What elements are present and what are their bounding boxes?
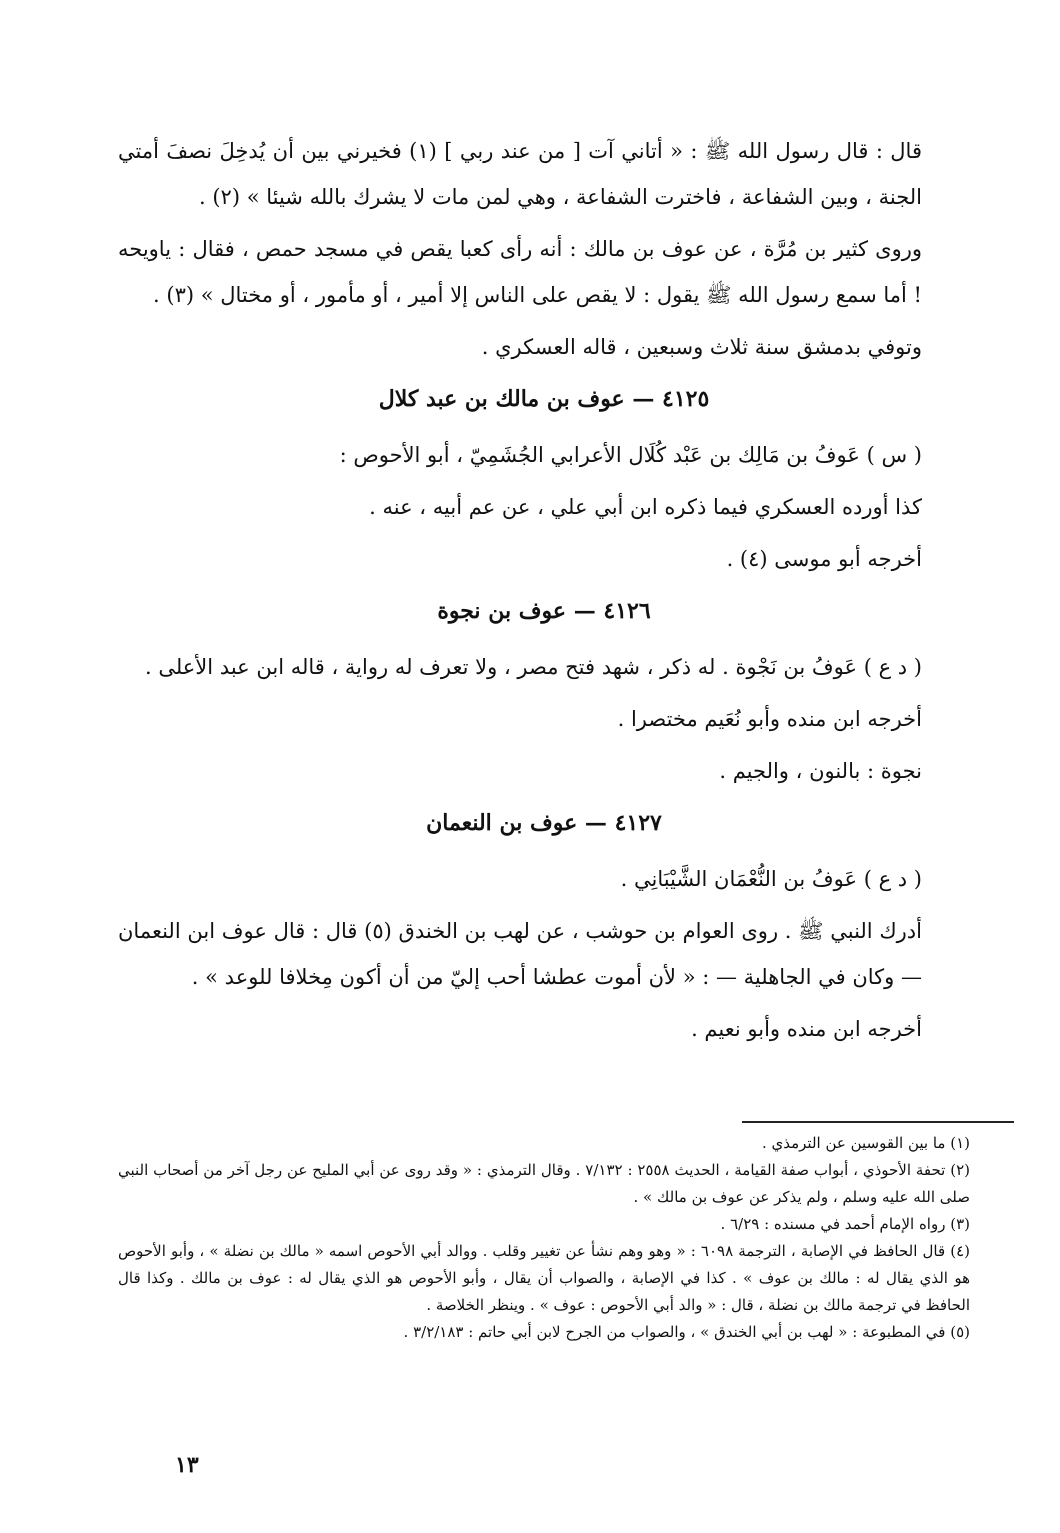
main-text	[118, 128, 970, 1058]
entry-line: نجوة : بالنون ، والجيم .	[719, 759, 922, 783]
entry-4126	[118, 588, 970, 794]
paragraph-death: وتوفي بدمشق سنة ثلاث وسبعين ، قاله العسكري .	[481, 335, 922, 359]
entry-line: أخرجه ابن منده وأبو نُعَيم مختصرا .	[617, 707, 922, 731]
footnote-1: (١) ما بين القوسين عن الترمذي .	[761, 1134, 970, 1152]
footnote-5: (٥) في المطبوعة : « لهب بن أبي الخندق » ، والصواب من الجرح لابن أبي حاتم : ٣/٢/١٨٣ .	[403, 1323, 970, 1341]
paragraph-hadith-shafaa: قال : قال رسول الله ﷺ : « أتاني آت [ من عند ربي ] (١) فخيرني بين أن يُدخِلَ نصفَ أمتي الجنة ، وبين الشفاعة ، فاخترت الشفاعة ، وهي لمن مات لا يشرك بالله شيئا » (٢) .	[118, 139, 922, 209]
entry-heading: ٤١٢٧ — عوف بن النعمان	[426, 810, 662, 836]
footnote-2: (٢) تحفة الأحوذي ، أبواب صفة القيامة ، الحديث ٢٥٥٨ : ٧/١٣٢ . وقال الترمذي : « وقد روى عن أبي المليح عن رجل آخر من أصحاب النبي صلى الله عليه وسلم ، ولم يذكر عن عوف بن مالك » .	[118, 1161, 970, 1206]
footnote-3: (٣) رواه الإمام أحمد في مسنده : ٦/٢٩ .	[720, 1215, 970, 1233]
entry-line: أخرجه أبو موسى (٤) .	[726, 547, 922, 571]
paragraph-kathir-narration: وروى كثير بن مُرَّة ، عن عوف بن مالك : أنه رأى كعبا يقص في مسجد حمص ، فقال : ياويحه ! أما سمع رسول الله ﷺ يقول : لا يقص على الناس إلا أمير ، أو مأمور ، أو مختال » (٣) .	[118, 237, 922, 307]
entry-line: ( د ع ) عَوفُ بن النُّعْمَان الشَّيْبَانِي .	[620, 867, 922, 891]
footnotes	[118, 1130, 1010, 1346]
page-number: ١٣	[175, 1452, 199, 1478]
entry-heading: ٤١٢٦ — عوف بن نجوة	[437, 598, 651, 624]
entry-line: كذا أورده العسكري فيما ذكره ابن أبي علي ، عن عم أبيه ، عنه .	[369, 495, 922, 519]
footnote-divider	[742, 1121, 1014, 1123]
entry-line: أدرك النبي ﷺ . روى العوام بن حوشب ، عن لهب بن الخندق (٥) قال : قال عوف ابن النعمان — وكان في الجاهلية — : « لأن أموت عطشا أحب إليّ من أن أكون مِخلافا للوعد » .	[118, 919, 922, 989]
footnote-4: (٤) قال الحافظ في الإصابة ، الترجمة ٦٠٩٨ : « وهو وهم نشأ عن تغيير وقلب . ووالد أبي الأحوص اسمه « مالك بن نضلة » ، وأبو الأحوص هو الذي يقال له : مالك بن عوف » . كذا في الإصابة ، والصواب أن يقال ، وأبو الأحوص هو الذي يقال له : عوف بن مالك . وكذا قال الحافظ في ترجمة مالك بن نضلة ، قال : « والد أبي الأحوص : عوف » . وينظر الخلاصة .	[118, 1242, 971, 1314]
entry-line: ( د ع ) عَوفُ بن نَجْوة . له ذكر ، شهد فتح مصر ، ولا تعرف له رواية ، قاله ابن عبد الأعلى .	[144, 655, 922, 679]
entry-line: ( س ) عَوفُ بن مَالِك بن عَبْد كُلَال الأعرابي الجُشَمِيّ ، أبو الأحوص :	[339, 443, 922, 467]
entry-heading: ٤١٢٥ — عوف بن مالك بن عبد كلال	[378, 386, 710, 412]
entry-line: أخرجه ابن منده وأبو نعيم .	[691, 1017, 922, 1041]
entry-4125	[118, 376, 970, 582]
entry-4127	[118, 800, 970, 1052]
